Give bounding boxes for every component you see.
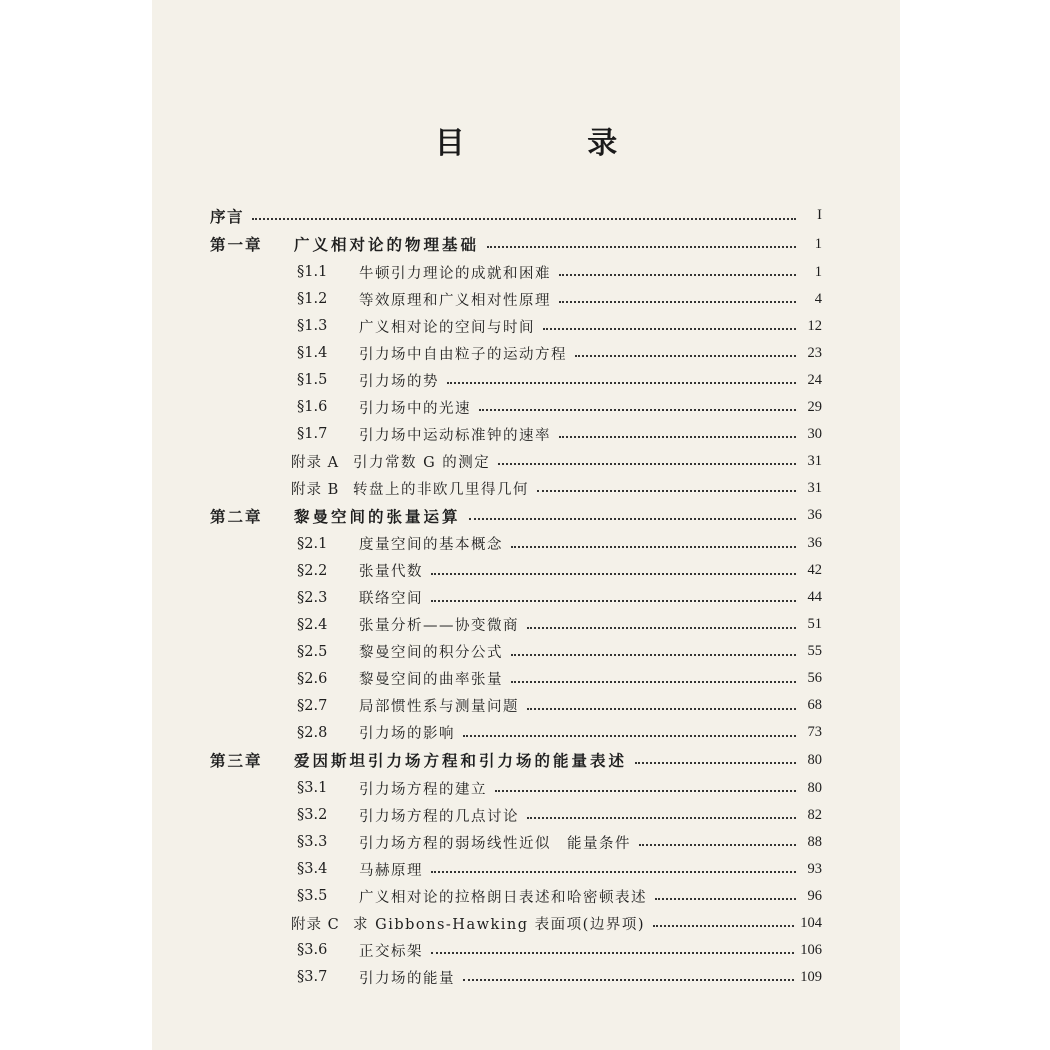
toc-entry-section <box>210 557 822 584</box>
toc-entry-chapter <box>210 502 822 531</box>
toc-entry-section <box>210 802 822 829</box>
toc-entry-number: §1.3 <box>297 318 328 334</box>
toc-entry-number: §2.6 <box>297 670 328 687</box>
toc-entry-page: 31 <box>807 479 822 496</box>
dot-leader <box>639 844 796 846</box>
toc-entry-title: 引力场中运动标准钟的速率 <box>359 427 551 444</box>
toc-entry-page: 96 <box>807 887 822 904</box>
toc-entry-title: 引力场的影响 <box>359 726 455 742</box>
toc-entry-number: 第三章 <box>210 751 263 771</box>
dot-leader <box>635 762 796 764</box>
toc-entry-number: §3.4 <box>297 861 328 877</box>
toc-entry-page: 55 <box>807 643 822 659</box>
toc-entry-page: 82 <box>807 806 822 823</box>
toc-entry-number: §1.4 <box>297 345 328 361</box>
dot-leader <box>527 708 796 710</box>
toc-entry-number: §2.5 <box>297 643 328 660</box>
dot-leader <box>575 355 796 357</box>
dot-leader <box>655 898 796 900</box>
toc-entry-page: 23 <box>807 344 822 361</box>
toc-entry-section <box>210 367 822 394</box>
toc-entry-number: §2.4 <box>297 616 328 633</box>
toc-entry-title: 等效原理和广义相对性原理 <box>359 292 551 309</box>
dot-leader <box>487 246 796 248</box>
toc-entry-number: §2.2 <box>297 562 328 579</box>
toc-entry-number: §2.7 <box>297 697 328 714</box>
toc-entry-page: 1 <box>814 263 822 280</box>
dot-leader <box>431 952 794 954</box>
toc-entry-number: §3.2 <box>297 807 328 823</box>
toc-entry-title: 引力常数 G 的测定 <box>353 454 491 471</box>
dot-leader <box>495 790 796 792</box>
toc-entry-title: 张量分析——协变微商 <box>359 618 519 634</box>
toc-entry-page: 73 <box>807 724 822 740</box>
toc-entry-page: 104 <box>800 914 822 931</box>
table-of-contents <box>210 201 822 991</box>
toc-entry-number: §3.1 <box>297 780 328 796</box>
dot-leader <box>559 301 796 303</box>
dot-leader <box>511 681 796 683</box>
toc-entry-title: 黎曼空间的积分公式 <box>359 645 503 661</box>
toc-entry-section <box>210 829 822 856</box>
toc-entry-page: 88 <box>807 833 822 850</box>
toc-entry-number: §1.5 <box>297 372 328 388</box>
toc-entry-preface <box>210 201 822 230</box>
toc-entry-number: 附录 B <box>291 481 340 498</box>
toc-entry-page: I <box>817 207 822 223</box>
toc-entry-section <box>210 856 822 883</box>
toc-entry-title: 引力场的能量 <box>359 970 455 987</box>
toc-entry-page: 29 <box>807 398 822 415</box>
toc-entry-number: §3.5 <box>297 888 328 904</box>
dot-leader <box>527 627 796 629</box>
toc-entry-title: 爱因斯坦引力场方程和引力场的能量表述 <box>294 751 628 771</box>
toc-entry-page: 80 <box>807 779 822 796</box>
toc-entry-title: 黎曼空间的曲率张量 <box>359 672 503 688</box>
toc-entry-number: §3.6 <box>297 942 328 958</box>
toc-entry-page: 44 <box>807 589 822 605</box>
toc-entry-number: §1.6 <box>297 399 328 415</box>
toc-entry-section <box>210 286 822 313</box>
dot-leader <box>431 573 796 575</box>
dot-leader <box>447 382 796 384</box>
dot-leader <box>479 409 796 411</box>
toc-entry-title: 牛顿引力理论的成就和困难 <box>359 265 551 282</box>
toc-entry-section <box>210 611 822 638</box>
toc-entry-section <box>210 719 822 746</box>
toc-entry-number: §2.3 <box>297 589 328 606</box>
toc-entry-title: 序言 <box>210 206 245 226</box>
toc-entry-number: 第一章 <box>210 235 263 255</box>
toc-entry-title: 引力场方程的弱场线性近似 能量条件 <box>359 835 631 852</box>
toc-entry-appendix <box>210 910 822 937</box>
toc-entry-title: 引力场中自由粒子的运动方程 <box>359 346 567 363</box>
dot-leader <box>559 274 796 276</box>
toc-entry-number: §3.7 <box>297 969 328 985</box>
toc-entry-page: 30 <box>807 425 822 442</box>
toc-entry-section <box>210 340 822 367</box>
toc-entry-section <box>210 421 822 448</box>
toc-entry-title: 黎曼空间的张量运算 <box>294 506 461 526</box>
dot-leader <box>469 518 796 520</box>
toc-entry-title: 求 Gibbons-Hawking 表面项(边界项) <box>353 916 645 933</box>
toc-entry-title: 张量代数 <box>359 564 423 580</box>
toc-entry-title: 引力场中的光速 <box>359 400 471 417</box>
toc-entry-title: 联络空间 <box>359 591 423 607</box>
toc-entry-page: 109 <box>800 968 822 985</box>
toc-entry-number: §1.7 <box>297 426 328 442</box>
toc-entry-title: 广义相对论的拉格朗日表述和哈密顿表述 <box>359 889 647 906</box>
toc-entry-page: 106 <box>800 941 822 958</box>
toc-entry-section <box>210 937 822 964</box>
toc-entry-number: §2.1 <box>297 535 328 552</box>
toc-entry-chapter <box>210 230 822 259</box>
toc-entry-number: §2.8 <box>297 724 328 741</box>
toc-entry-title: 广义相对论的空间与时间 <box>359 319 535 336</box>
toc-entry-title: 引力场方程的几点讨论 <box>359 808 519 825</box>
toc-entry-page: 31 <box>807 452 822 469</box>
toc-entry-title: 转盘上的非欧几里得几何 <box>353 481 529 498</box>
toc-entry-section <box>210 584 822 611</box>
toc-entry-number: §1.2 <box>297 291 328 307</box>
toc-entry-section <box>210 530 822 557</box>
toc-entry-appendix <box>210 448 822 475</box>
toc-entry-page: 24 <box>807 371 822 388</box>
toc-entry-page: 1 <box>814 235 822 252</box>
dot-leader <box>653 925 794 927</box>
toc-entry-appendix <box>210 475 822 502</box>
toc-entry-title: 引力场的势 <box>359 373 439 390</box>
dot-leader <box>511 654 796 656</box>
dot-leader <box>431 871 796 873</box>
toc-entry-page: 12 <box>807 317 822 334</box>
toc-entry-section <box>210 665 822 692</box>
dot-leader <box>537 490 796 492</box>
toc-entry-page: 42 <box>807 562 822 578</box>
toc-entry-page: 36 <box>807 535 822 551</box>
toc-entry-title: 正交标架 <box>359 943 423 960</box>
toc-entry-page: 51 <box>807 616 822 632</box>
toc-entry-page: 68 <box>807 697 822 713</box>
toc-entry-number: 第二章 <box>210 506 263 526</box>
toc-entry-chapter <box>210 746 822 775</box>
dot-leader <box>498 463 796 465</box>
toc-entry-section <box>210 692 822 719</box>
toc-entry-page: 36 <box>807 507 822 524</box>
dot-leader <box>559 436 796 438</box>
dot-leader <box>431 600 796 602</box>
dot-leader <box>511 546 796 548</box>
dot-leader <box>463 735 796 737</box>
toc-entry-number: 附录 A <box>291 454 340 471</box>
toc-entry-title: 广义相对论的物理基础 <box>294 235 480 255</box>
toc-entry-section <box>210 883 822 910</box>
toc-entry-title: 局部惯性系与测量问题 <box>359 699 519 715</box>
toc-entry-page: 4 <box>814 290 822 307</box>
dot-leader <box>252 218 796 220</box>
toc-entry-page: 93 <box>807 860 822 877</box>
toc-entry-number: §1.1 <box>297 264 328 280</box>
toc-entry-title: 马赫原理 <box>359 862 423 879</box>
toc-entry-section <box>210 313 822 340</box>
toc-entry-title: 引力场方程的建立 <box>359 781 487 798</box>
toc-entry-title: 度量空间的基本概念 <box>359 537 503 553</box>
toc-entry-page: 56 <box>807 670 822 686</box>
toc-entry-section <box>210 259 822 286</box>
dot-leader <box>463 979 794 981</box>
dot-leader <box>543 328 796 330</box>
toc-entry-number: §3.3 <box>297 834 328 850</box>
toc-entry-page: 80 <box>807 751 822 768</box>
toc-entry-section <box>210 394 822 421</box>
toc-entry-section <box>210 775 822 802</box>
toc-entry-section <box>210 964 822 991</box>
toc-entry-section <box>210 638 822 665</box>
dot-leader <box>527 817 796 819</box>
toc-entry-number: 附录 C <box>291 916 340 933</box>
book-page <box>152 0 900 1050</box>
page-title: 目 录 <box>434 126 674 161</box>
